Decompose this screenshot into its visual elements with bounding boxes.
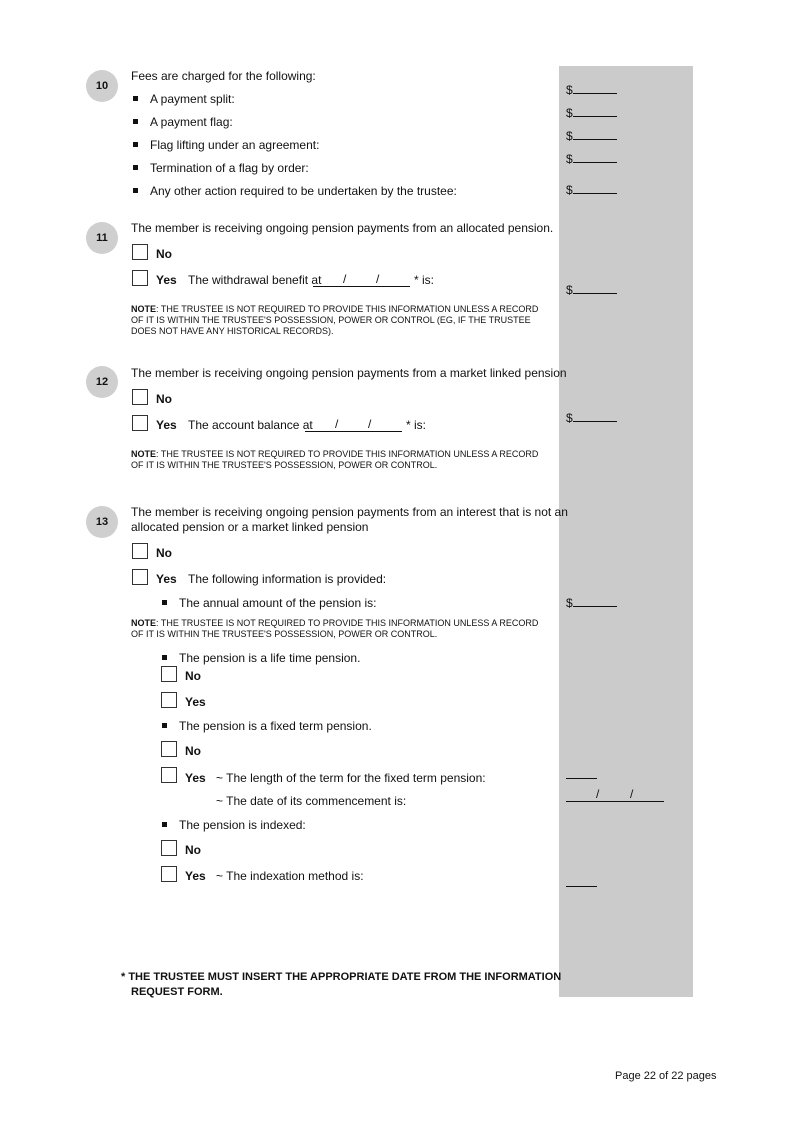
fee-item: A payment flag: xyxy=(150,115,233,129)
yes-label: Yes xyxy=(185,695,206,709)
page-number: Page 22 of 22 pages xyxy=(615,1070,717,1082)
date-suffix: * is: xyxy=(414,273,435,287)
fee-item: Termination of a flag by order: xyxy=(150,161,309,175)
dollar-sign: $ xyxy=(566,283,573,297)
no-label: No xyxy=(156,392,172,406)
fee-item: A payment split: xyxy=(150,92,235,106)
indexation-method-label: ~ The indexation method is: xyxy=(216,869,364,883)
yes-checkbox[interactable] xyxy=(132,569,148,585)
bullet xyxy=(133,96,138,101)
bullet xyxy=(162,600,167,605)
bullet xyxy=(133,188,138,193)
yes-description: The withdrawal benefit at xyxy=(188,273,322,287)
commencement-date-label: ~ The date of its commencement is: xyxy=(216,794,407,808)
bullet xyxy=(133,142,138,147)
yes-label: Yes xyxy=(185,771,206,785)
yes-description: The following information is provided: xyxy=(188,572,387,586)
footnote-line: * THE TRUSTEE MUST INSERT THE APPROPRIATE DATE FROM THE INFORMATION xyxy=(121,971,562,983)
commencement-date-field[interactable] xyxy=(566,801,664,802)
no-label: No xyxy=(156,546,172,560)
yes-checkbox[interactable] xyxy=(132,415,148,431)
fee-item: Any other action required to be undertaken by the trustee: xyxy=(150,184,457,198)
annual-amount-label: The annual amount of the pension is: xyxy=(179,596,377,610)
date-separator: / xyxy=(630,787,634,801)
indexed-question: The pension is indexed: xyxy=(179,818,306,832)
dollar-sign: $ xyxy=(566,83,573,97)
amount-field[interactable] xyxy=(566,283,617,297)
dollar-sign: $ xyxy=(566,129,573,143)
amount-field[interactable] xyxy=(566,183,617,197)
dollar-sign: $ xyxy=(566,106,573,120)
dollar-sign: $ xyxy=(566,411,573,425)
fixed-yes-checkbox[interactable] xyxy=(161,767,177,783)
question-heading: allocated pension or a market linked pension xyxy=(131,520,369,534)
amount-field[interactable] xyxy=(566,106,617,120)
bullet xyxy=(133,165,138,170)
indexed-no-checkbox[interactable] xyxy=(161,840,177,856)
date-separator: / xyxy=(343,272,347,286)
no-label: No xyxy=(185,843,201,857)
no-checkbox[interactable] xyxy=(132,389,148,405)
amount-field[interactable] xyxy=(566,152,617,166)
note: NOTE: THE TRUSTEE IS NOT REQUIRED TO PROVIDE THIS INFORMATION UNLESS A RECORD OF IT IS WITHIN THE TRUSTEE'S POSSESSION, POWER OR CONTROL. xyxy=(131,449,539,470)
amount-field[interactable] xyxy=(566,129,617,143)
no-label: No xyxy=(156,247,172,261)
date-field[interactable] xyxy=(305,431,402,432)
lifetime-question: The pension is a life time pension. xyxy=(179,651,361,665)
yes-label: Yes xyxy=(156,418,177,432)
date-separator: / xyxy=(335,417,339,431)
bullet xyxy=(162,723,167,728)
no-checkbox[interactable] xyxy=(132,543,148,559)
date-suffix: * is: xyxy=(406,418,427,432)
yes-checkbox[interactable] xyxy=(132,270,148,286)
note: NOTE: THE TRUSTEE IS NOT REQUIRED TO PROVIDE THIS INFORMATION UNLESS A RECORD OF IT IS WITHIN THE TRUSTEE'S POSSESSION, POWER OR CONTROL (EG, IF THE TRUSTEE DOES NOT HAVE ANY HISTORICAL RECORDS). xyxy=(131,304,539,336)
fixed-no-checkbox[interactable] xyxy=(161,741,177,757)
dollar-sign: $ xyxy=(566,152,573,166)
date-separator: / xyxy=(596,787,600,801)
yes-label: Yes xyxy=(156,572,177,586)
yes-description: The account balance at xyxy=(188,418,313,432)
lifetime-yes-checkbox[interactable] xyxy=(161,692,177,708)
question-number-badge: 12 xyxy=(86,366,118,398)
question-heading: The member is receiving ongoing pension payments from a market linked pension xyxy=(131,366,567,380)
question-heading: The member is receiving ongoing pension payments from an interest that is not an xyxy=(131,505,568,519)
question-number-badge: 13 xyxy=(86,506,118,538)
term-length-field[interactable] xyxy=(566,778,597,779)
dollar-sign: $ xyxy=(566,183,573,197)
dollar-sign: $ xyxy=(566,596,573,610)
date-field[interactable] xyxy=(313,286,410,287)
date-separator: / xyxy=(376,272,380,286)
indexation-method-field[interactable] xyxy=(566,886,597,887)
amount-field[interactable] xyxy=(566,411,617,425)
amount-field[interactable] xyxy=(566,596,617,610)
amount-field[interactable] xyxy=(566,83,617,97)
no-label: No xyxy=(185,744,201,758)
question-number-badge: 10 xyxy=(86,70,118,102)
note: NOTE: THE TRUSTEE IS NOT REQUIRED TO PROVIDE THIS INFORMATION UNLESS A RECORD OF IT IS WITHIN THE TRUSTEE'S POSSESSION, POWER OR CONTROL. xyxy=(131,618,539,639)
bullet xyxy=(162,822,167,827)
answer-column xyxy=(559,66,693,997)
bullet xyxy=(162,655,167,660)
indexed-yes-checkbox[interactable] xyxy=(161,866,177,882)
bullet xyxy=(133,119,138,124)
date-separator: / xyxy=(368,417,372,431)
yes-label: Yes xyxy=(185,869,206,883)
fee-item: Flag lifting under an agreement: xyxy=(150,138,320,152)
question-heading: Fees are charged for the following: xyxy=(131,69,316,83)
fixed-term-length-label: ~ The length of the term for the fixed term pension: xyxy=(216,771,486,785)
yes-label: Yes xyxy=(156,273,177,287)
footnote-line: REQUEST FORM. xyxy=(131,986,223,998)
question-number-badge: 11 xyxy=(86,222,118,254)
lifetime-no-checkbox[interactable] xyxy=(161,666,177,682)
question-heading: The member is receiving ongoing pension payments from an allocated pension. xyxy=(131,221,554,235)
no-checkbox[interactable] xyxy=(132,244,148,260)
fixed-term-question: The pension is a fixed term pension. xyxy=(179,719,372,733)
no-label: No xyxy=(185,669,201,683)
footnote xyxy=(121,970,561,1000)
